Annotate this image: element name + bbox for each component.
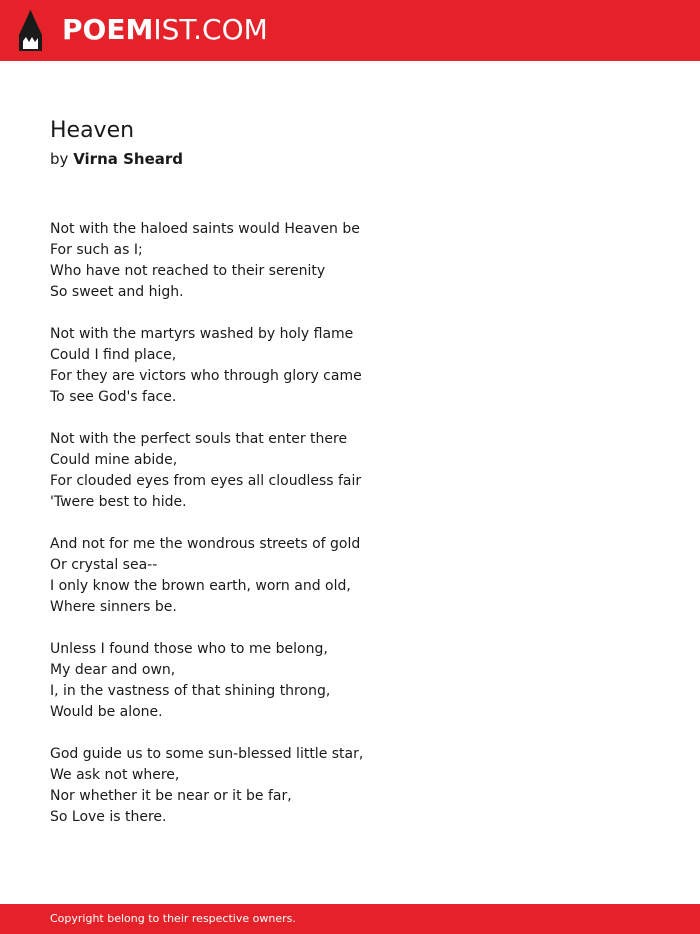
poem-line: Unless I found those who to me belong, xyxy=(50,641,328,657)
by-prefix: by xyxy=(50,150,69,168)
poem-line: Who have not reached to their serenity xyxy=(50,263,326,279)
poem-line: So Love is there. xyxy=(50,809,167,825)
poem-line: Nor whether it be near or it be far, xyxy=(50,788,292,804)
poem-stanza xyxy=(50,639,650,723)
poem-body xyxy=(50,219,650,849)
pencil-tip-icon xyxy=(17,9,44,52)
site-header xyxy=(0,0,700,61)
poem-line: Would be alone. xyxy=(50,704,163,720)
logo-bold-part: POEM xyxy=(62,13,154,46)
poem-line: For such as I; xyxy=(50,242,143,258)
poem-line: Not with the martyrs washed by holy flame xyxy=(50,326,354,342)
logo-light-part: IST.COM xyxy=(153,13,268,46)
poem-line: We ask not where, xyxy=(50,767,180,783)
poem-line: I only know the brown earth, worn and old, xyxy=(50,578,351,594)
poem-line: So sweet and high. xyxy=(50,284,184,300)
poem-line: For clouded eyes from eyes all cloudless fair xyxy=(50,473,362,489)
poem-line: 'Twere best to hide. xyxy=(50,494,187,510)
poem-stanza xyxy=(50,429,650,513)
poem-line: God guide us to some sun-blessed little star, xyxy=(50,746,364,762)
poem-line: To see God's face. xyxy=(50,389,177,405)
poem-line: Or crystal sea-- xyxy=(50,557,158,573)
poem-stanza xyxy=(50,534,650,618)
poem-title: Heaven xyxy=(50,118,135,143)
poem-line: Not with the haloed saints would Heaven be xyxy=(50,221,360,237)
poem-stanza xyxy=(50,219,650,303)
poem-line: I, in the vastness of that shining throng, xyxy=(50,683,331,699)
site-logo[interactable] xyxy=(62,13,268,47)
poem-line: For they are victors who through glory came xyxy=(50,368,362,384)
copyright-notice: Copyright belong to their respective owners. xyxy=(50,912,296,925)
poem-line: Not with the perfect souls that enter there xyxy=(50,431,348,447)
author-name: Virna Sheard xyxy=(73,150,184,168)
poem-line: Where sinners be. xyxy=(50,599,177,615)
poem-line: Could mine abide, xyxy=(50,452,178,468)
poem-line: My dear and own, xyxy=(50,662,176,678)
poem-line: And not for me the wondrous streets of gold xyxy=(50,536,361,552)
byline xyxy=(50,149,183,169)
poem-line: Could I find place, xyxy=(50,347,177,363)
site-footer xyxy=(0,904,700,934)
poem-stanza xyxy=(50,744,650,828)
poem-stanza xyxy=(50,324,650,408)
